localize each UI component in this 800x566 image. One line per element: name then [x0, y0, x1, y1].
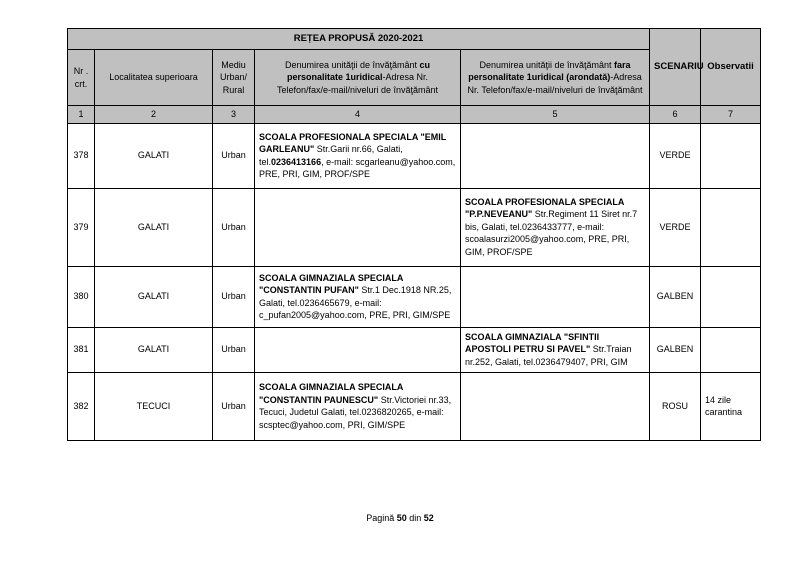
row-localitate: TECUCI: [95, 372, 213, 440]
row-observatii: [701, 266, 761, 327]
row-localitate: GALATI: [95, 188, 213, 266]
row-mediu: Urban: [213, 123, 255, 188]
row-unit-without-personality: SCOALA GIMNAZIALA "SFINTII APOSTOLI PETRU SI PAVEL" Str.Traian nr.252, Galati, tel.0236479407, PRI, GIM: [461, 327, 650, 372]
row-scenariu: GALBEN: [650, 266, 701, 327]
row-scenariu: GALBEN: [650, 327, 701, 372]
column-number: 2: [95, 106, 213, 124]
table-row: [68, 372, 761, 440]
table-row: [68, 188, 761, 266]
row-unit-without-personality: [461, 372, 650, 440]
column-number: 3: [213, 106, 255, 124]
row-nr: 379: [68, 188, 95, 266]
header-localitate: Localitatea superioara: [95, 50, 213, 106]
table-row: [68, 327, 761, 372]
row-unit-with-personality: SCOALA PROFESIONALA SPECIALA "EMIL GARLEANU" Str.Garii nr.66, Galati, tel.0236413166, e-mail: scgarleanu@yahoo.com, PRE, PRI, GIM, PROF/SPE: [255, 123, 461, 188]
row-scenariu: VERDE: [650, 123, 701, 188]
row-unit-with-personality: SCOALA GIMNAZIALA SPECIALA "CONSTANTIN PUFAN" Str.1 Dec.1918 NR.25, Galati, tel.0236465679, e-mail: c_pufan2005@yahoo.com, PRE, PRI, GIM/SPE: [255, 266, 461, 327]
row-nr: 380: [68, 266, 95, 327]
current-page: 50: [396, 513, 407, 523]
row-unit-without-personality: [461, 123, 650, 188]
row-mediu: Urban: [213, 372, 255, 440]
row-nr: 382: [68, 372, 95, 440]
header-without-legal-personality: Denumirea unităţii de învăţământ fara personalitate 1uridical (arondată)-Adresa Nr. Telefon/fax/e-mail/niveluri de învăţământ: [461, 50, 650, 106]
row-nr: 378: [68, 123, 95, 188]
row-scenariu: ROSU: [650, 372, 701, 440]
header-observatii: Observatii: [701, 29, 761, 106]
table-title: REȚEA PROPUSĂ 2020-2021: [68, 29, 650, 50]
row-nr: 381: [68, 327, 95, 372]
row-observatii: [701, 188, 761, 266]
row-mediu: Urban: [213, 327, 255, 372]
row-unit-with-personality: [255, 188, 461, 266]
row-unit-with-personality: [255, 327, 461, 372]
row-unit-with-personality: SCOALA GIMNAZIALA SPECIALA "CONSTANTIN PAUNESCU" Str.Victoriei nr.33, Tecuci, Judetul Galati, tel.0236820265, e-mail: scsptec@yahoo.com, PRI, GIM/SPE: [255, 372, 461, 440]
table-title-row: [68, 29, 761, 50]
header-with-legal-personality: Denumirea unităţii de învăţământ cu personalitate 1uridical-Adresa Nr. Telefon/fax/e-mail/niveluri de învăţământ: [255, 50, 461, 106]
column-number: 7: [701, 106, 761, 124]
page-footer: Pagină 50 din 52: [366, 513, 434, 523]
header-scenariu: SCENARIU: [650, 29, 701, 106]
row-mediu: Urban: [213, 266, 255, 327]
total-pages: 52: [423, 513, 434, 523]
row-mediu: Urban: [213, 188, 255, 266]
row-observatii: [701, 123, 761, 188]
table-row: [68, 266, 761, 327]
network-table: [67, 28, 761, 441]
row-unit-without-personality: [461, 266, 650, 327]
row-observatii: [701, 327, 761, 372]
column-number-row: [68, 106, 761, 124]
column-number: 6: [650, 106, 701, 124]
row-localitate: GALATI: [95, 123, 213, 188]
row-unit-without-personality: SCOALA PROFESIONALA SPECIALA "P.P.NEVEANU" Str.Regiment 11 Siret nr.7 bis, Galati, tel.0236433777, e-mail: scoalasurzi2005@yahoo.com, PRE, PRI, GIM, PROF/SPE: [461, 188, 650, 266]
row-localitate: GALATI: [95, 266, 213, 327]
header-mediu: Mediu Urban/ Rural: [213, 50, 255, 106]
column-number: 4: [255, 106, 461, 124]
row-localitate: GALATI: [95, 327, 213, 372]
header-nr-crt: Nr . crt.: [68, 50, 95, 106]
row-scenariu: VERDE: [650, 188, 701, 266]
column-number: 1: [68, 106, 95, 124]
row-observatii: 14 zile carantina: [701, 372, 761, 440]
table-row: [68, 123, 761, 188]
column-number: 5: [461, 106, 650, 124]
